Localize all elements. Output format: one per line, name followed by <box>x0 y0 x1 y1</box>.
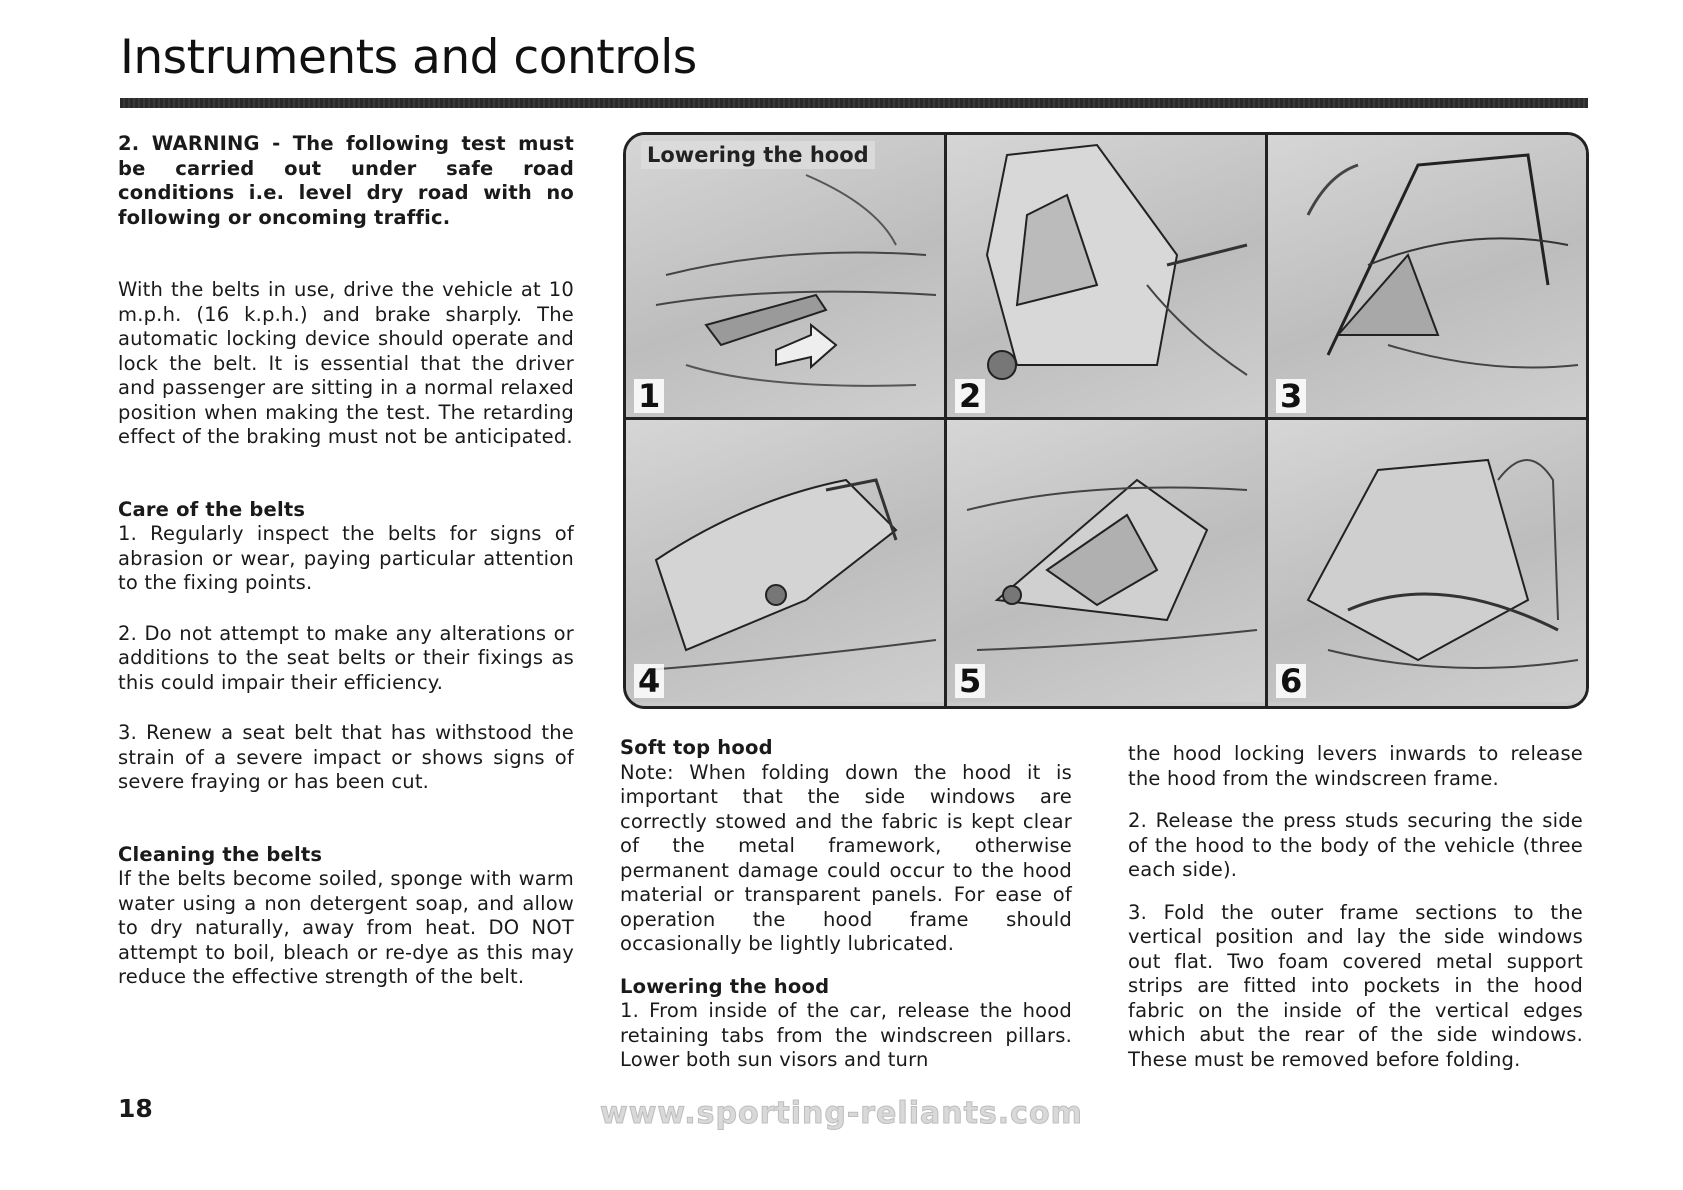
hood-lowered-illustration <box>1268 420 1586 702</box>
hood-frame-folding-illustration <box>1268 135 1586 417</box>
page-title: Instruments and controls <box>120 30 697 85</box>
panel-number-5: 5 <box>955 664 985 698</box>
panel-number-3: 3 <box>1276 379 1306 413</box>
lowering-step-1-continued: the hood locking levers inwards to release the hood from the windscreen frame. <box>1128 742 1583 790</box>
right-column <box>1128 742 1583 1072</box>
left-column <box>118 132 574 990</box>
lowering-heading: Lowering the hood <box>620 974 830 998</box>
care-item-2: 2. Do not attempt to make any alterations or additions to the seat belts or their fixings as this could impair their efficiency. <box>118 621 574 694</box>
panel-divider <box>1265 135 1268 706</box>
illustration-panel-6 <box>1268 420 1586 702</box>
soft-top-note: Note: When folding down the hood it is important that the side windows are correctly stowed and the fabric is kept clear of the metal framework, otherwise permanent damage could occur to the hood material or transparent panels. For ease of operation the hood frame should occasionally be lightly lubricated. <box>620 760 1072 955</box>
illustration-panel-5 <box>947 420 1265 702</box>
lowering-hood-figure <box>623 132 1589 709</box>
illustration-panel-1 <box>626 135 944 417</box>
title-rule <box>120 98 1588 108</box>
warning-paragraph: 2. WARNING - The following test must be carried out under safe road conditions i.e. level dry road with no following or oncoming traffic. <box>118 132 574 229</box>
page-number: 18 <box>118 1094 153 1123</box>
lowering-step-3: 3. Fold the outer frame sections to the vertical position and lay the side windows out flat. Two foam covered metal support strips are fitted into pockets in the hood fabric on the inside of the vertical edges which abut the rear of the side windows. These must be removed before folding. <box>1128 900 1583 1071</box>
cleaning-heading: Cleaning the belts <box>118 842 323 866</box>
illustration-panel-2 <box>947 135 1265 417</box>
care-heading: Care of the belts <box>118 497 306 521</box>
hood-folded-back-illustration <box>626 420 944 702</box>
watermark: www.sporting-reliants.com <box>600 1096 1083 1131</box>
lowering-step-2: 2. Release the press studs securing the side of the hood to the body of the vehicle (three each side). <box>1128 809 1583 881</box>
panel-divider <box>944 135 947 706</box>
soft-top-heading: Soft top hood <box>620 736 773 759</box>
middle-column <box>620 736 1072 1073</box>
hood-lever-illustration <box>626 135 944 417</box>
panel-number-2: 2 <box>955 379 985 413</box>
panel-number-4: 4 <box>634 664 664 698</box>
lowering-step-1: 1. From inside of the car, release the hood retaining tabs from the windscreen pillars. Lower both sun visors and turn <box>620 999 1072 1071</box>
panel-number-1: 1 <box>634 379 664 413</box>
belt-test-paragraph: With the belts in use, drive the vehicle at 10 m.p.h. (16 k.p.h.) and brake sharply. The automatic locking device should operate and lock the belt. It is essential that the driver and passenger are sitting in a normal relaxed position when making the test. The retarding effect of the braking must not be anticipated. <box>118 278 574 448</box>
panel-divider <box>626 417 1586 420</box>
hood-release-illustration <box>947 135 1265 417</box>
hood-stowing-illustration <box>947 420 1265 702</box>
care-item-1: 1. Regularly inspect the belts for signs of abrasion or wear, paying particular attention to the fixing points. <box>118 522 574 594</box>
cleaning-paragraph: If the belts become soiled, sponge with warm water using a non detergent soap, and allow to dry naturally, away from heat. DO NOT attempt to boil, bleach or re-dye as this may reduce the effective strength of the belt. <box>118 867 574 988</box>
illustration-panel-3 <box>1268 135 1586 417</box>
panel-number-6: 6 <box>1276 664 1306 698</box>
illustration-panel-4 <box>626 420 944 702</box>
figure-caption: Lowering the hood <box>641 141 875 169</box>
care-item-3: 3. Renew a seat belt that has withstood the strain of a severe impact or shows signs of severe fraying or has been cut. <box>118 721 574 793</box>
